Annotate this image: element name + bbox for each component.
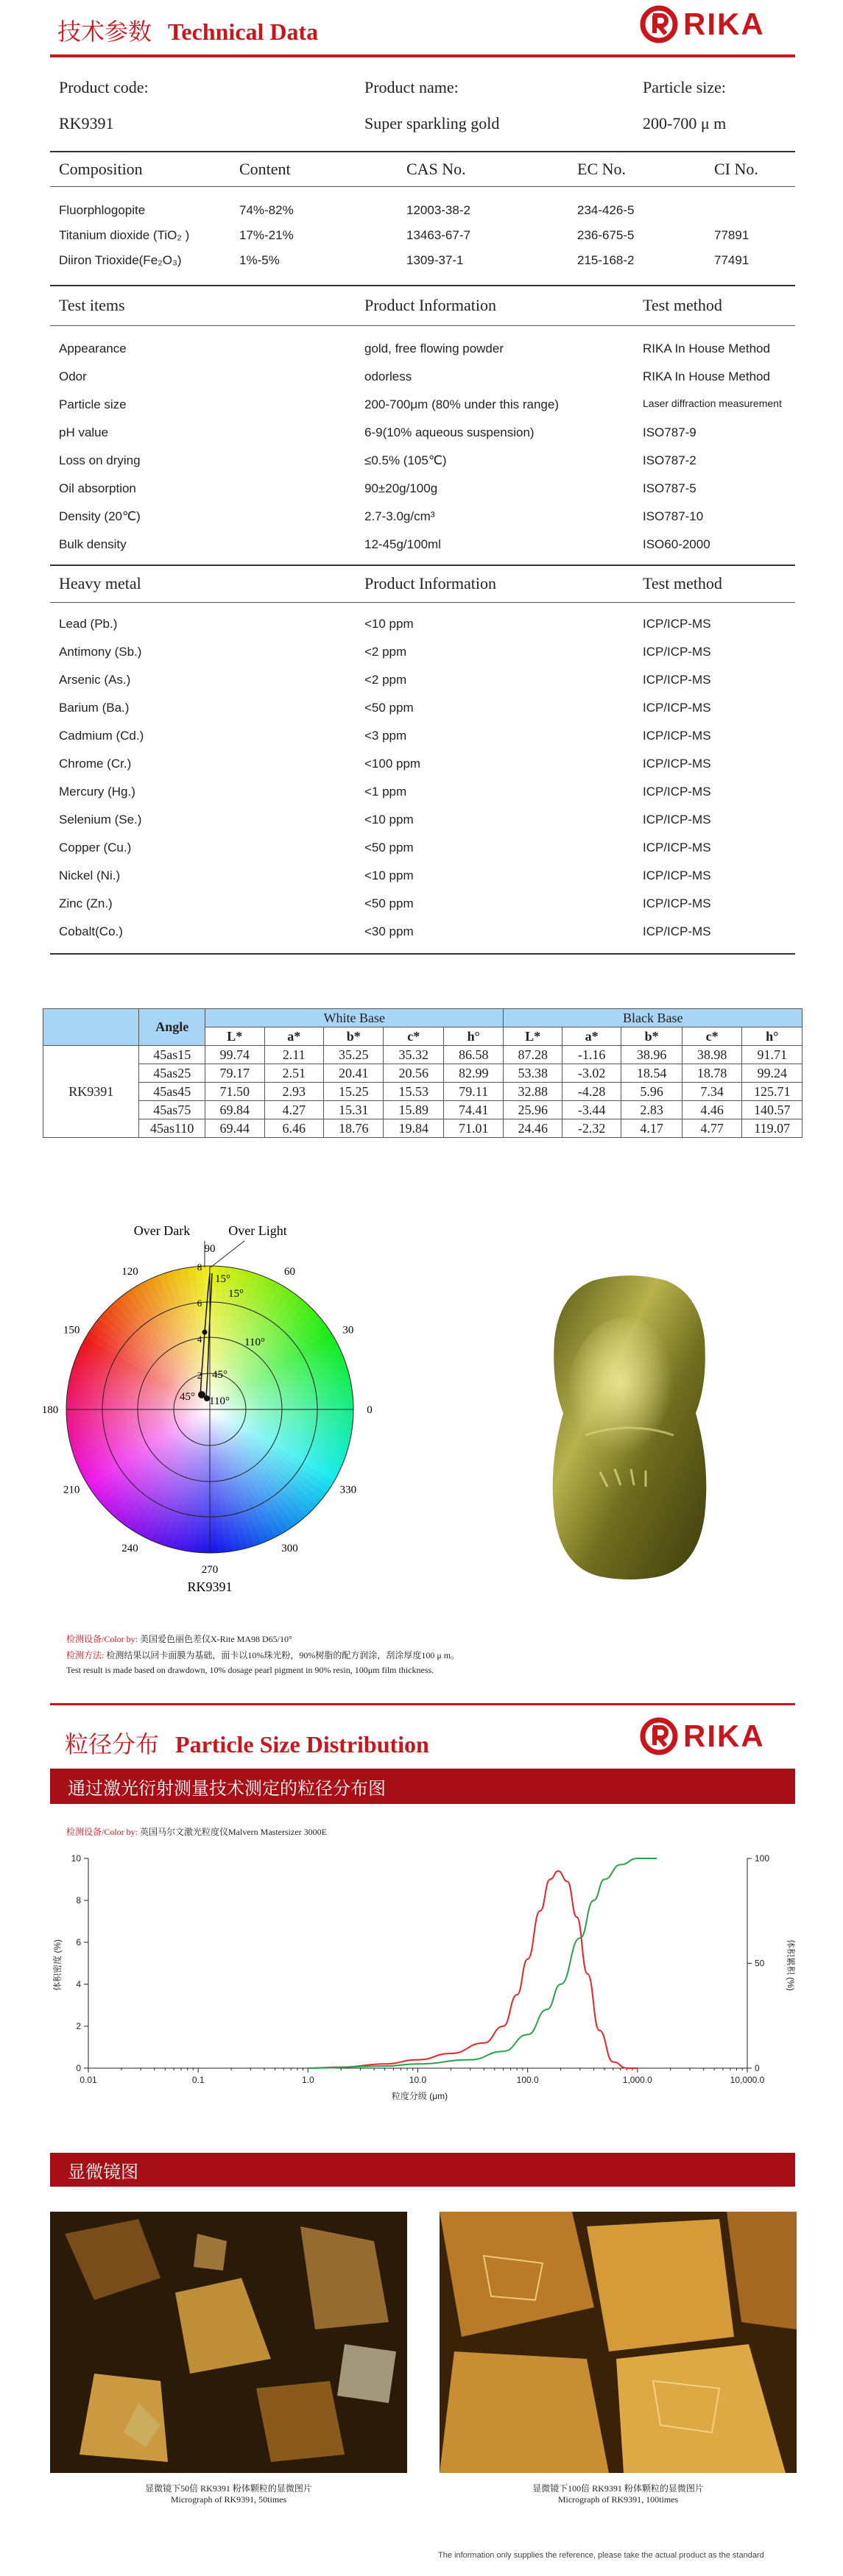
heavy-cell-item: Arsenic (As.) [59, 673, 131, 687]
comp-header-ci: CI No. [714, 160, 758, 178]
test-cell-info: 90±20g/100g [364, 481, 438, 495]
tests-header-items: Test items [59, 296, 125, 314]
method-en: Test result is made based on drawdown, 10% dosage pearl pigment in 90% resin, 100μm film thickness. [66, 1665, 434, 1675]
heavy-cell-info: <50 ppm [364, 701, 414, 715]
col-header: c* [384, 1027, 444, 1046]
white-cell: 71.50 [205, 1083, 264, 1101]
annotation: 45° [212, 1369, 227, 1381]
comp-header-composition: Composition [59, 160, 143, 178]
black-cell: 2.83 [621, 1101, 682, 1119]
col-header: a* [562, 1027, 621, 1046]
micro-caption-1 [50, 2482, 407, 2505]
angle-tick-label: 0 [367, 1404, 373, 1416]
psd-device-note [66, 1825, 327, 1838]
heavy-cell-info: <50 ppm [364, 896, 414, 910]
psd-series [308, 1858, 657, 2068]
black-cell: 32.88 [504, 1083, 562, 1101]
test-cell-info: 200-700μm (80% under this range) [364, 397, 559, 411]
x-tick-label: 10,000.0 [730, 2075, 765, 2085]
radial-tick-label: 6 [197, 1298, 202, 1309]
y-right-tick-label: 100 [755, 1853, 770, 1864]
heavy-cell-item: Lead (Pb.) [59, 617, 118, 631]
heavy-cell-info: <10 ppm [364, 617, 414, 631]
white-cell: 15.25 [323, 1083, 384, 1101]
rika-logo [639, 1716, 765, 1756]
y-tick-label: 0 [76, 2063, 81, 2073]
table-row [43, 1083, 803, 1101]
heavy-cell-method: ICP/ICP-MS [643, 924, 711, 938]
test-cell-item: Loss on drying [59, 453, 141, 467]
comp-header-content: Content [239, 160, 291, 178]
annotation: 110° [244, 1337, 265, 1348]
device-label: 检测设备/Color by: [66, 1827, 138, 1837]
col-header: c* [682, 1027, 742, 1046]
divider [50, 953, 795, 955]
test-cell-info: 12-45g/100ml [364, 537, 441, 551]
white-cell: 69.44 [205, 1119, 264, 1138]
caption-cn: 显微镜下50倍 RK9391 粉体颗粒的显微图片 [145, 2483, 312, 2494]
rika-logo-icon [639, 4, 679, 44]
radial-tick-label: 2 [197, 1370, 202, 1381]
comp-cell-ec: 215-168-2 [577, 253, 635, 267]
y-tick-label: 4 [76, 1979, 81, 1989]
heavy-header-method: Test method [643, 574, 722, 592]
heavy-cell-item: Cadmium (Cd.) [59, 729, 144, 743]
comp-cell-ec: 236-675-5 [577, 228, 635, 242]
black-cell: 38.96 [621, 1046, 682, 1064]
black-cell: 18.78 [682, 1064, 742, 1083]
annotation: 110° [209, 1395, 230, 1407]
comp-cell-ec: 234-426-5 [577, 203, 635, 217]
white-cell: 79.17 [205, 1064, 264, 1083]
divider [50, 325, 795, 326]
white-cell: 15.31 [323, 1101, 384, 1119]
x-tick-label: 10.0 [409, 2075, 427, 2085]
annotation: 15° [228, 1288, 244, 1300]
col-header: b* [621, 1027, 682, 1046]
comp-cell-name: Titanium dioxide (TiO₂ ) [59, 228, 190, 242]
color-method-note [66, 1649, 459, 1661]
heavy-cell-info: <50 ppm [364, 841, 414, 854]
black-cell: 4.17 [621, 1119, 682, 1138]
black-cell: 7.34 [682, 1083, 742, 1101]
logo-text: RIKA [683, 7, 765, 41]
test-cell-item: pH value [59, 425, 109, 439]
test-cell-info: ≤0.5% (105℃) [364, 453, 447, 467]
y-axis-label: 体积密度 (%) [52, 1939, 63, 1991]
white-cell: 86.58 [443, 1046, 504, 1064]
black-cell: 87.28 [504, 1046, 562, 1064]
heavy-cell-info: <30 ppm [364, 924, 414, 938]
x-tick-label: 100.0 [516, 2075, 539, 2085]
heavy-cell-item: Antimony (Sb.) [59, 645, 142, 659]
angle-tick-label: 330 [339, 1484, 357, 1496]
table-corner [43, 1009, 139, 1046]
comp-cell-content: 1%-5% [239, 253, 280, 267]
white-cell: 4.27 [264, 1101, 323, 1119]
test-cell-method: ISO787-10 [643, 509, 704, 523]
device-value: 英国马尔文激光粒度仪Malvern Mastersizer 3000E [140, 1827, 327, 1837]
tests-header-method: Test method [643, 296, 722, 314]
test-cell-method: RIKA In House Method [643, 342, 770, 355]
section-divider [50, 1703, 795, 1705]
angle-tick-label: 60 [284, 1266, 295, 1278]
x-tick-label: 0.01 [80, 2075, 97, 2085]
product-code-label: Product code: [59, 78, 149, 96]
logo-text: RIKA [683, 1719, 765, 1753]
point [202, 1330, 208, 1335]
caption-en: Micrograph of RK9391, 100times [557, 2494, 679, 2505]
psd-chart [44, 1847, 803, 2112]
heavy-cell-item: Cobalt(Co.) [59, 924, 123, 938]
y-right-axis-label: 体积累积 (%) [786, 1939, 796, 1991]
col-header: b* [323, 1027, 384, 1046]
x-axis-label: 粒度分级 (μm) [391, 2091, 448, 2101]
caption-en: Micrograph of RK9391, 50times [170, 2494, 287, 2505]
col-header: a* [264, 1027, 323, 1046]
test-cell-item: Oil absorption [59, 481, 136, 495]
rika-logo-icon [639, 1716, 679, 1756]
col-header: L* [504, 1027, 562, 1046]
annotation: 15° [215, 1273, 230, 1285]
angle-cell: 45as25 [139, 1064, 205, 1083]
heavy-cell-info: <2 ppm [364, 645, 407, 659]
heavy-cell-method: ICP/ICP-MS [643, 729, 711, 743]
white-cell: 18.76 [323, 1119, 384, 1138]
psd-title-cn: 粒径分布 [65, 1731, 160, 1758]
heavy-cell-item: Selenium (Se.) [59, 813, 142, 827]
black-cell: 91.71 [742, 1046, 803, 1064]
color-sample-car [541, 1273, 718, 1582]
col-header: h° [443, 1027, 504, 1046]
test-cell-method: RIKA In House Method [643, 369, 770, 383]
white-cell: 35.32 [384, 1046, 444, 1064]
white-cell: 71.01 [443, 1119, 504, 1138]
angle-cell: 45as110 [139, 1119, 205, 1138]
product-code-cell: RK9391 [43, 1046, 139, 1138]
black-cell: 24.46 [504, 1119, 562, 1138]
divider [50, 186, 795, 187]
white-cell: 82.99 [443, 1064, 504, 1083]
heavy-cell-method: ICP/ICP-MS [643, 673, 711, 687]
heavy-cell-method: ICP/ICP-MS [643, 868, 711, 882]
heavy-cell-method: ICP/ICP-MS [643, 841, 711, 854]
y-tick-label: 8 [76, 1895, 81, 1906]
angle-tick-label: 210 [63, 1484, 80, 1496]
col-header: L* [205, 1027, 264, 1046]
annotation: 45° [180, 1391, 195, 1403]
over-light-pointer [211, 1241, 244, 1267]
comp-cell-cas: 13463-67-7 [406, 228, 470, 242]
heavy-cell-item: Nickel (Ni.) [59, 868, 121, 882]
white-cell: 19.84 [384, 1119, 444, 1138]
table-row [43, 1119, 803, 1138]
radial-tick-label: 8 [197, 1262, 202, 1273]
white-cell: 20.41 [323, 1064, 384, 1083]
test-cell-info: gold, free flowing powder [364, 342, 504, 355]
device-label: 检测设备/Color by: [66, 1634, 138, 1644]
product-name-label: Product name: [364, 78, 459, 96]
caption-cn: 显微镜下100倍 RK9391 粉体颗粒的显微图片 [532, 2483, 704, 2494]
black-cell: -1.16 [562, 1046, 621, 1064]
title-en: Technical Data [168, 18, 319, 45]
heavy-cell-item: Mercury (Hg.) [59, 785, 135, 799]
divider [50, 602, 795, 603]
micro-banner: 显微镜图 [50, 2153, 795, 2187]
table-row [43, 1101, 803, 1119]
method-value: 检测结果以回卡面膜为基础，面卡以10%珠光粉，90%树脂的配方润涂，刮涂厚度100 μ m。 [106, 1650, 460, 1660]
white-cell: 20.56 [384, 1064, 444, 1083]
test-cell-method: ISO787-2 [643, 453, 696, 467]
black-cell: 18.54 [621, 1064, 682, 1083]
white-cell: 15.53 [384, 1083, 444, 1101]
color-data-table [43, 1008, 803, 1138]
angle-tick-label: 270 [201, 1564, 219, 1576]
test-cell-item: Appearance [59, 342, 127, 355]
angle-cell: 45as15 [139, 1046, 205, 1064]
test-cell-method: ISO787-5 [643, 481, 696, 495]
comp-cell-content: 17%-21% [239, 228, 294, 242]
heavy-cell-item: Copper (Cu.) [59, 841, 132, 854]
white-cell: 35.25 [323, 1046, 384, 1064]
psd-title [65, 1726, 429, 1760]
angle-tick-label: 180 [41, 1404, 59, 1416]
y-right-tick-label: 0 [755, 2063, 760, 2073]
heavy-cell-method: ICP/ICP-MS [643, 813, 711, 827]
black-cell: -3.44 [562, 1101, 621, 1119]
particle-size-label: Particle size: [643, 78, 727, 96]
angle-tick-label: 300 [281, 1542, 298, 1554]
black-cell: 38.98 [682, 1046, 742, 1064]
heavy-cell-item: Chrome (Cr.) [59, 757, 132, 771]
device-value: 美国爱色丽色差仪X-Rite MA98 D65/10° [140, 1634, 292, 1644]
angle-tick-label: 30 [342, 1324, 354, 1337]
method-label: 检测方法: [66, 1650, 105, 1660]
polar-chart-label: RK9391 [187, 1579, 233, 1594]
table-row [43, 1046, 803, 1064]
black-cell: 4.77 [682, 1119, 742, 1138]
heavy-cell-method: ICP/ICP-MS [643, 896, 711, 910]
test-cell-item: Bulk density [59, 537, 127, 551]
over-light-label: Over Light [228, 1223, 287, 1238]
comp-cell-cas: 1309-37-1 [406, 253, 464, 267]
comp-cell-content: 74%-82% [239, 203, 294, 217]
comp-cell-cas: 12003-38-2 [406, 203, 470, 217]
heavy-cell-item: Barium (Ba.) [59, 701, 130, 715]
black-cell: -4.28 [562, 1083, 621, 1101]
heavy-header-info: Product Information [364, 574, 497, 592]
x-tick-label: 1.0 [301, 2075, 314, 2085]
test-cell-info: 2.7-3.0g/cm³ [364, 509, 435, 523]
footer-note: The information only supplies the reference, please take the actual product as the standard [438, 2551, 764, 2560]
test-cell-info: odorless [364, 369, 412, 383]
comp-header-cas: CAS No. [406, 160, 466, 178]
y-tick-label: 6 [76, 1937, 81, 1947]
angle-tick-label: 90 [204, 1243, 216, 1255]
white-cell: 2.11 [264, 1046, 323, 1064]
psd-banner: 通过激光衍射测量技术测定的粒径分布图 [50, 1769, 795, 1804]
header-divider [50, 54, 795, 57]
table-row [43, 1064, 803, 1083]
heavy-cell-method: ICP/ICP-MS [643, 617, 711, 631]
test-cell-item: Particle size [59, 397, 127, 411]
test-cell-method: ISO60-2000 [643, 537, 710, 551]
over-dark-label: Over Dark [133, 1223, 191, 1238]
x-tick-label: 1,000.0 [622, 2075, 652, 2085]
color-device-note [66, 1632, 292, 1645]
white-cell: 6.46 [264, 1119, 323, 1138]
y-tick-label: 2 [76, 2021, 81, 2031]
heavy-cell-info: <10 ppm [364, 813, 414, 827]
white-cell: 74.41 [443, 1101, 504, 1119]
black-base-header: Black Base [504, 1009, 803, 1027]
product-code: RK9391 [59, 114, 114, 132]
comp-cell-ci: 77491 [714, 253, 749, 267]
black-cell: -2.32 [562, 1119, 621, 1138]
y-tick-label: 10 [71, 1853, 81, 1864]
comp-cell-name: Fluorphlogopite [59, 203, 146, 217]
white-cell: 69.84 [205, 1101, 264, 1119]
white-cell: 99.74 [205, 1046, 264, 1064]
particle-size: 200-700 μ m [643, 114, 727, 132]
angle-tick-label: 240 [121, 1542, 138, 1554]
black-cell: 5.96 [621, 1083, 682, 1101]
micrograph-50x [50, 2212, 407, 2473]
angle-tick-label: 120 [121, 1266, 138, 1278]
product-name: Super sparkling gold [364, 114, 500, 132]
comp-header-ec: EC No. [577, 160, 626, 178]
black-cell: 53.38 [504, 1064, 562, 1083]
comp-cell-name: Diiron Trioxide(Fe₂O₃) [59, 253, 182, 267]
micrograph-100x [440, 2212, 797, 2473]
psd-axes [71, 1853, 770, 2085]
heavy-cell-info: <1 ppm [364, 785, 407, 799]
white-cell: 79.11 [443, 1083, 504, 1101]
black-cell: 140.57 [742, 1101, 803, 1119]
psd-series-line-0 [308, 1871, 637, 2068]
tests-header-info: Product Information [364, 296, 497, 314]
heavy-header-metal: Heavy metal [59, 574, 141, 592]
test-cell-info: 6-9(10% aqueous suspension) [364, 425, 535, 439]
black-cell: -3.02 [562, 1064, 621, 1083]
x-tick-label: 0.1 [191, 2075, 205, 2085]
rika-logo [639, 4, 765, 44]
divider [50, 565, 795, 566]
white-cell: 2.93 [264, 1083, 323, 1101]
test-cell-item: Odor [59, 369, 87, 383]
test-cell-method: Laser diffraction measurement [643, 397, 782, 409]
black-cell: 99.24 [742, 1064, 803, 1083]
angle-header: Angle [139, 1009, 205, 1046]
angle-cell: 45as75 [139, 1101, 205, 1119]
divider [50, 151, 795, 152]
heavy-cell-method: ICP/ICP-MS [643, 701, 711, 715]
heavy-cell-method: ICP/ICP-MS [643, 645, 711, 659]
test-cell-method: ISO787-9 [643, 425, 696, 439]
y-right-tick-label: 50 [755, 1958, 765, 1969]
white-base-header: White Base [205, 1009, 504, 1027]
black-cell: 4.46 [682, 1101, 742, 1119]
black-cell: 25.96 [504, 1101, 562, 1119]
white-cell: 15.89 [384, 1101, 444, 1119]
micro-caption-2 [440, 2482, 797, 2505]
radial-tick-label: 4 [197, 1334, 202, 1345]
psd-title-en: Particle Size Distribution [175, 1731, 429, 1758]
comp-cell-ci: 77891 [714, 228, 749, 242]
black-cell: 125.71 [742, 1083, 803, 1101]
black-cell: 119.07 [742, 1119, 803, 1138]
color-polar-chart [41, 1214, 383, 1612]
angle-cell: 45as45 [139, 1083, 205, 1101]
page-title [57, 13, 318, 47]
heavy-cell-method: ICP/ICP-MS [643, 757, 711, 771]
test-cell-item: Density (20℃) [59, 509, 141, 523]
col-header: h° [742, 1027, 803, 1046]
white-cell: 2.51 [264, 1064, 323, 1083]
heavy-cell-info: <10 ppm [364, 868, 414, 882]
heavy-cell-method: ICP/ICP-MS [643, 785, 711, 799]
heavy-cell-info: <100 ppm [364, 757, 421, 771]
heavy-cell-item: Zinc (Zn.) [59, 896, 113, 910]
title-cn: 技术参数 [57, 18, 152, 45]
angle-tick-label: 150 [63, 1324, 80, 1337]
heavy-cell-info: <2 ppm [364, 673, 407, 687]
heavy-cell-info: <3 ppm [364, 729, 407, 743]
divider [50, 285, 795, 286]
